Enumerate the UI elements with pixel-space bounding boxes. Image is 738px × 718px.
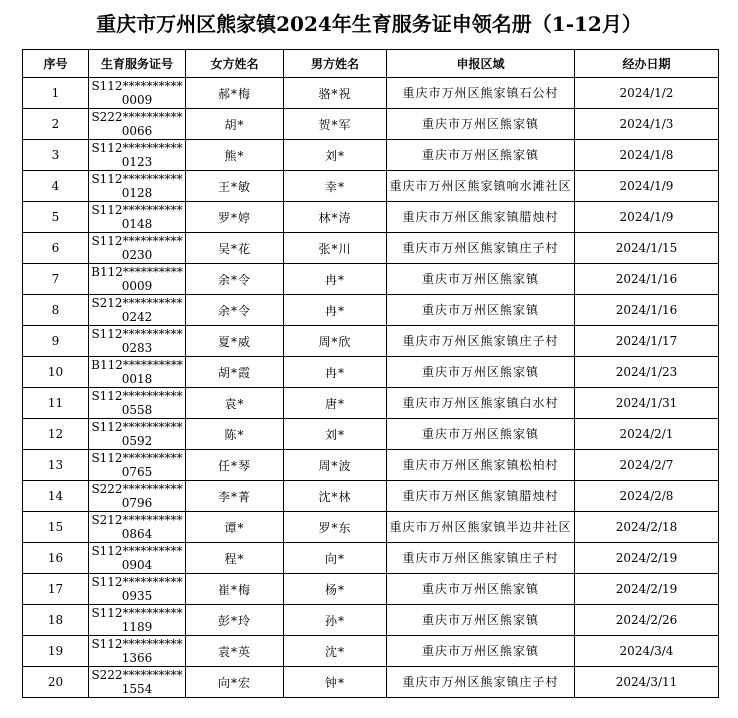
cell-area: 重庆市万州区熊家镇 <box>387 109 575 140</box>
cell-date: 2024/2/26 <box>575 605 719 636</box>
cell-male-name: 冉* <box>284 357 387 388</box>
cell-seq: 8 <box>23 295 89 326</box>
cell-cert-number: S112**********0128 <box>89 171 186 202</box>
cell-seq: 7 <box>23 264 89 295</box>
cell-date: 2024/2/1 <box>575 419 719 450</box>
cell-seq: 20 <box>23 667 89 698</box>
cell-male-name: 杨* <box>284 574 387 605</box>
cell-male-name: 唐* <box>284 388 387 419</box>
cell-date: 2024/3/4 <box>575 636 719 667</box>
cell-date: 2024/2/7 <box>575 450 719 481</box>
cell-date: 2024/1/31 <box>575 388 719 419</box>
table-row <box>23 543 719 574</box>
cell-male-name: 冉* <box>284 295 387 326</box>
table-row <box>23 388 719 419</box>
cell-female-name: 李*菁 <box>186 481 284 512</box>
cell-date: 2024/2/19 <box>575 543 719 574</box>
cell-cert-number: S112**********1366 <box>89 636 186 667</box>
table-row <box>23 295 719 326</box>
cell-cert-number: S212**********0864 <box>89 512 186 543</box>
page-title: 重庆市万州区熊家镇2024年生育服务证申领名册（1-12月） <box>96 12 642 36</box>
cell-date: 2024/1/9 <box>575 202 719 233</box>
table-row <box>23 171 719 202</box>
table-row <box>23 667 719 698</box>
cell-date: 2024/2/19 <box>575 574 719 605</box>
cell-date: 2024/1/17 <box>575 326 719 357</box>
cell-female-name: 郝*梅 <box>186 78 284 109</box>
table-row <box>23 109 719 140</box>
cell-male-name: 沈* <box>284 636 387 667</box>
table-row <box>23 202 719 233</box>
cell-date: 2024/2/18 <box>575 512 719 543</box>
cell-male-name: 周*欣 <box>284 326 387 357</box>
cell-area: 重庆市万州区熊家镇腊烛村 <box>387 202 575 233</box>
col-header-female: 女方姓名 <box>186 50 284 78</box>
cell-female-name: 陈* <box>186 419 284 450</box>
table-row <box>23 140 719 171</box>
cell-area: 重庆市万州区熊家镇 <box>387 140 575 171</box>
cell-seq: 3 <box>23 140 89 171</box>
cell-seq: 18 <box>23 605 89 636</box>
cell-male-name: 钟* <box>284 667 387 698</box>
cell-male-name: 周*波 <box>284 450 387 481</box>
cell-female-name: 袁*英 <box>186 636 284 667</box>
cell-date: 2024/2/8 <box>575 481 719 512</box>
table-row <box>23 512 719 543</box>
cell-cert-number: S112**********1189 <box>89 605 186 636</box>
cell-area: 重庆市万州区熊家镇庄子村 <box>387 543 575 574</box>
cell-female-name: 余*令 <box>186 295 284 326</box>
cell-female-name: 向*宏 <box>186 667 284 698</box>
cell-seq: 9 <box>23 326 89 357</box>
cell-male-name: 向* <box>284 543 387 574</box>
cell-seq: 6 <box>23 233 89 264</box>
cell-area: 重庆市万州区熊家镇半边井社区 <box>387 512 575 543</box>
cell-cert-number: B112**********0018 <box>89 357 186 388</box>
cell-male-name: 张*川 <box>284 233 387 264</box>
cell-cert-number: S112**********0592 <box>89 419 186 450</box>
cell-female-name: 谭* <box>186 512 284 543</box>
cell-female-name: 罗*婷 <box>186 202 284 233</box>
cell-cert-number: S222**********0066 <box>89 109 186 140</box>
table-row <box>23 326 719 357</box>
table-row <box>23 574 719 605</box>
cell-female-name: 王*敏 <box>186 171 284 202</box>
cell-male-name: 罗*东 <box>284 512 387 543</box>
table-row <box>23 450 719 481</box>
table-row <box>23 636 719 667</box>
cell-male-name: 林*涛 <box>284 202 387 233</box>
table-row <box>23 357 719 388</box>
cell-date: 2024/1/16 <box>575 264 719 295</box>
cell-area: 重庆市万州区熊家镇腊烛村 <box>387 481 575 512</box>
cell-cert-number: S222**********1554 <box>89 667 186 698</box>
cell-female-name: 熊* <box>186 140 284 171</box>
cell-male-name: 贺*军 <box>284 109 387 140</box>
cell-female-name: 胡*霞 <box>186 357 284 388</box>
cell-male-name: 孙* <box>284 605 387 636</box>
cell-cert-number: S112**********0935 <box>89 574 186 605</box>
table-row <box>23 481 719 512</box>
table-row <box>23 264 719 295</box>
cell-seq: 4 <box>23 171 89 202</box>
cell-cert-number: S222**********0796 <box>89 481 186 512</box>
cell-cert-number: S112**********0283 <box>89 326 186 357</box>
cell-area: 重庆市万州区熊家镇庄子村 <box>387 326 575 357</box>
cell-date: 2024/1/15 <box>575 233 719 264</box>
cell-female-name: 夏*威 <box>186 326 284 357</box>
cell-area: 重庆市万州区熊家镇 <box>387 574 575 605</box>
cell-seq: 14 <box>23 481 89 512</box>
cell-cert-number: S212**********0242 <box>89 295 186 326</box>
cell-female-name: 彭*玲 <box>186 605 284 636</box>
cell-area: 重庆市万州区熊家镇 <box>387 357 575 388</box>
cell-date: 2024/1/3 <box>575 109 719 140</box>
cell-male-name: 骆*祝 <box>284 78 387 109</box>
cell-area: 重庆市万州区熊家镇 <box>387 295 575 326</box>
table-row <box>23 233 719 264</box>
cell-female-name: 崔*梅 <box>186 574 284 605</box>
col-header-male: 男方姓名 <box>284 50 387 78</box>
cell-seq: 2 <box>23 109 89 140</box>
cell-seq: 11 <box>23 388 89 419</box>
cell-area: 重庆市万州区熊家镇 <box>387 264 575 295</box>
cell-area: 重庆市万州区熊家镇庄子村 <box>387 667 575 698</box>
cell-cert-number: S112**********0009 <box>89 78 186 109</box>
cell-area: 重庆市万州区熊家镇 <box>387 605 575 636</box>
cell-seq: 19 <box>23 636 89 667</box>
cell-area: 重庆市万州区熊家镇 <box>387 636 575 667</box>
cell-date: 2024/1/16 <box>575 295 719 326</box>
cell-area: 重庆市万州区熊家镇白水村 <box>387 388 575 419</box>
cell-date: 2024/1/8 <box>575 140 719 171</box>
cell-male-name: 冉* <box>284 264 387 295</box>
table-row <box>23 419 719 450</box>
cell-seq: 1 <box>23 78 89 109</box>
roster-table <box>22 49 719 698</box>
cell-seq: 17 <box>23 574 89 605</box>
cell-cert-number: S112**********0904 <box>89 543 186 574</box>
cell-male-name: 刘* <box>284 140 387 171</box>
table-row <box>23 605 719 636</box>
cell-area: 重庆市万州区熊家镇松柏村 <box>387 450 575 481</box>
cell-area: 重庆市万州区熊家镇 <box>387 419 575 450</box>
cell-male-name: 刘* <box>284 419 387 450</box>
cell-cert-number: B112**********0009 <box>89 264 186 295</box>
cell-cert-number: S112**********0230 <box>89 233 186 264</box>
cell-seq: 5 <box>23 202 89 233</box>
cell-female-name: 胡* <box>186 109 284 140</box>
cell-cert-number: S112**********0148 <box>89 202 186 233</box>
cell-male-name: 沈*林 <box>284 481 387 512</box>
cell-date: 2024/1/9 <box>575 171 719 202</box>
cell-seq: 15 <box>23 512 89 543</box>
cell-seq: 16 <box>23 543 89 574</box>
cell-date: 2024/1/23 <box>575 357 719 388</box>
cell-cert-number: S112**********0123 <box>89 140 186 171</box>
cell-cert-number: S112**********0558 <box>89 388 186 419</box>
table-header-row <box>23 50 719 78</box>
cell-female-name: 袁* <box>186 388 284 419</box>
cell-seq: 12 <box>23 419 89 450</box>
cell-area: 重庆市万州区熊家镇响水滩社区 <box>387 171 575 202</box>
col-header-date: 经办日期 <box>575 50 719 78</box>
col-header-seq: 序号 <box>23 50 89 78</box>
cell-female-name: 任*琴 <box>186 450 284 481</box>
cell-male-name: 幸* <box>284 171 387 202</box>
table-row <box>23 78 719 109</box>
col-header-area: 申报区域 <box>387 50 575 78</box>
cell-cert-number: S112**********0765 <box>89 450 186 481</box>
cell-seq: 10 <box>23 357 89 388</box>
cell-area: 重庆市万州区熊家镇庄子村 <box>387 233 575 264</box>
cell-female-name: 余*令 <box>186 264 284 295</box>
cell-area: 重庆市万州区熊家镇石公村 <box>387 78 575 109</box>
cell-date: 2024/3/11 <box>575 667 719 698</box>
cell-female-name: 程* <box>186 543 284 574</box>
cell-date: 2024/1/2 <box>575 78 719 109</box>
cell-female-name: 吴*花 <box>186 233 284 264</box>
col-header-cert: 生育服务证号 <box>89 50 186 78</box>
cell-seq: 13 <box>23 450 89 481</box>
